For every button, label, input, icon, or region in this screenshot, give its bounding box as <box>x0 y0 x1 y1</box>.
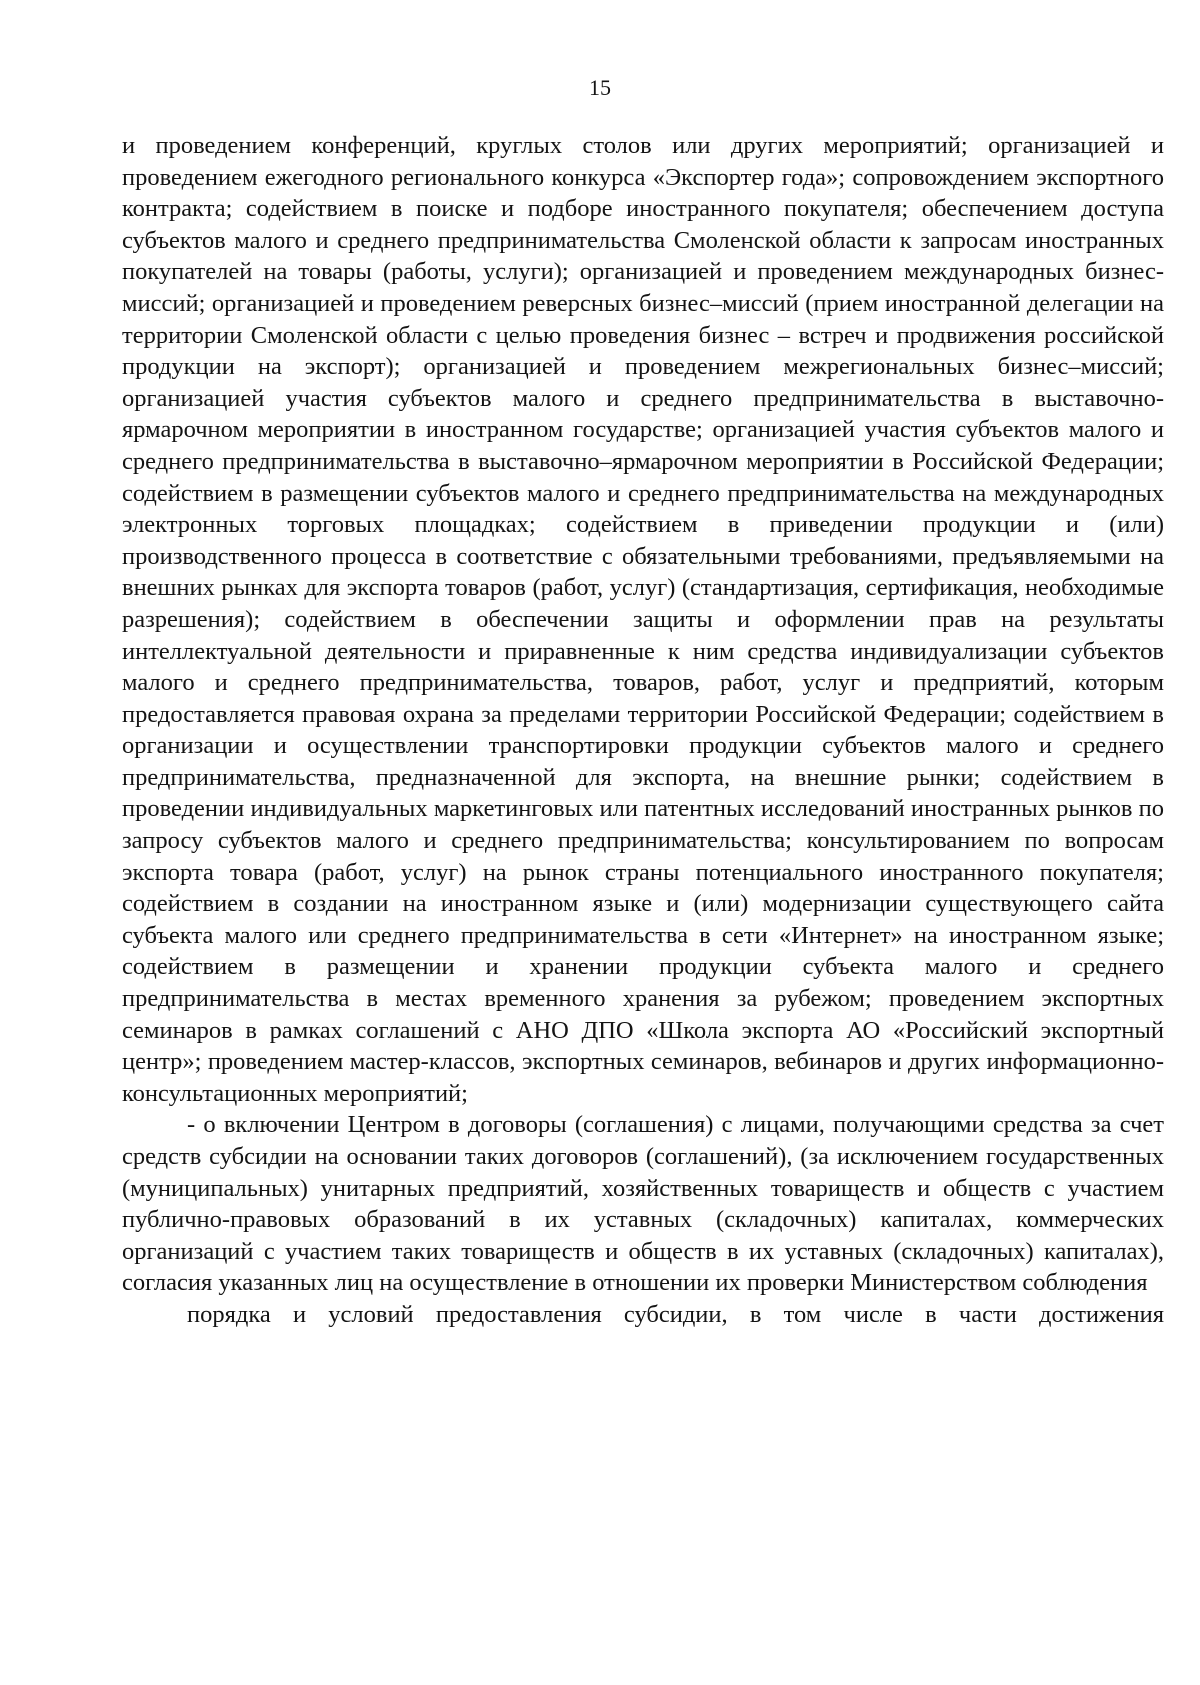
page-number: 15 <box>589 75 611 100</box>
document-body <box>122 130 1164 1331</box>
paragraph-inspection-consent-text: - о включении Центром в договоры (соглашения) с лицами, получающими средства за счет средств субсидии на основании таких договоров (соглашений), (за исключением государственных (муниципальных) унитарных предприятий, хозяйственных товариществ и обществ с участием публично-правовых образований в их уставных (складочных) капиталах, коммерческих организаций с участием таких товариществ и обществ в их уставных (складочных) капиталах), согласия указанных лиц на осуществление в отношении их проверки Министерством соблюдения <box>122 1111 1164 1297</box>
paragraph-continued-line: порядка и условий предоставления субсидии, в том числе в части достижения <box>187 1300 1164 1328</box>
paragraph-inspection-consent <box>122 1109 1164 1330</box>
paragraph-export-support-activities: и проведением конференций, круглых столов или других мероприятий; организацией и проведением ежегодного регионального конкурса «Экспортер года»; сопровождением экспортного контракта; содействием в поиске и подборе иностранного покупателя; обеспечением доступа субъектов малого и среднего предпринимательства Смоленской области к запросам иностранных покупателей на товары (работы, услуги); организацией и проведением международных бизнес-миссий; организацией и проведением реверсных бизнес–миссий (прием иностранной делегации на территории Смоленской области с целью проведения бизнес – встреч и продвижения российской продукции на экспорт); организацией и проведением межрегиональных бизнес–миссий; организацией участия субъектов малого и среднего предпринимательства в выставочно-ярмарочном мероприятии в иностранном государстве; организацией участия субъектов малого и среднего предпринимательства в выставочно–ярмарочном мероприятии в Российской Федерации; содействием в размещении субъектов малого и среднего предпринимательства на международных электронных торговых площадках; содействием в приведении продукции и (или) производственного процесса в соответствие с обязательными требованиями, предъявляемыми на внешних рынках для экспорта товаров (работ, услуг) (стандартизация, сертификация, необходимые разрешения); содействием в обеспечении защиты и оформлении прав на результаты интеллектуальной деятельности и приравненные к ним средства индивидуализации субъектов малого и среднего предпринимательства, товаров, работ, услуг и предприятий, которым предоставляется правовая охрана за пределами территории Российской Федерации; содействием в организации и осуществлении транспортировки продукции субъектов малого и среднего предпринимательства, предназначенной для экспорта, на внешние рынки; содействием в проведении индивидуальных маркетинговых или патентных исследований иностранных рынков по запросу субъектов малого и среднего предпринимательства; консультированием по вопросам экспорта товара (работ, услуг) на рынок страны потенциального иностранного покупателя; содействием в создании на иностранном языке и (или) модернизации существующего сайта субъекта малого или среднего предпринимательства в сети «Интернет» на иностранном языке; содействием в размещении и хранении продукции субъекта малого и среднего предпринимательства в местах временного хранения за рубежом; проведением экспортных семинаров в рамках соглашений с АНО ДПО «Школа экспорта АО «Российский экспортный центр»; проведением мастер-классов, экспортных семинаров, вебинаров и других информационно-консультационных мероприятий; <box>122 132 1164 1107</box>
